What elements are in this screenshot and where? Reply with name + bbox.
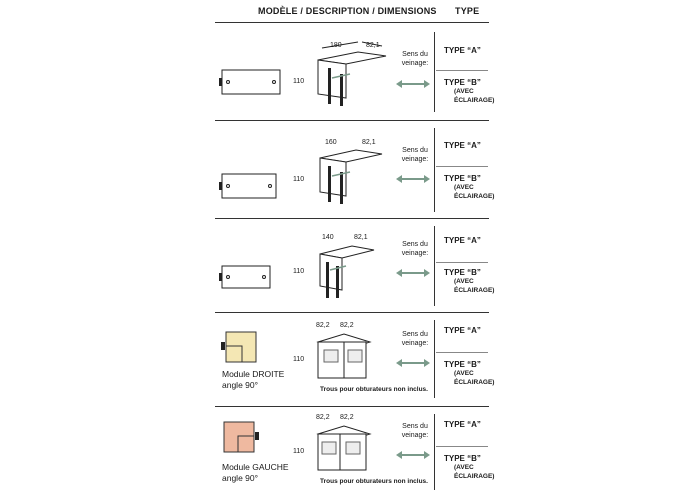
depth-dimension: 82,2 [340, 414, 354, 421]
width-dimension: 140 [322, 234, 334, 241]
row-divider [215, 218, 489, 219]
grain-arrow-icon [396, 450, 430, 460]
type-separator [436, 446, 488, 447]
type-a-label: TYPE “A” [444, 420, 481, 429]
type-column-divider [434, 128, 435, 212]
note-text: Trous pour obturateurs non inclus. [320, 386, 428, 393]
column-header-model: MODÈLE / DESCRIPTION / DIMENSIONS [258, 6, 437, 16]
grain-arrow-icon [396, 79, 430, 89]
type-a-label: TYPE “A” [444, 236, 481, 245]
depth-dimension: 82,2 [340, 322, 354, 329]
grain-direction-label: Sens du veinage: [401, 147, 429, 163]
height-dimension: 110 [293, 78, 305, 85]
column-header-type: TYPE [455, 6, 480, 16]
module-gauche-icon [220, 420, 264, 456]
module-droite-icon [220, 330, 264, 366]
height-dimension: 110 [293, 176, 305, 183]
grain-direction-label: Sens du veinage: [401, 51, 429, 67]
depth-dimension: 82,1 [362, 139, 376, 146]
width-dimension: 160 [325, 139, 337, 146]
row-divider [215, 312, 489, 313]
desk-3d-drawing [312, 236, 378, 302]
height-dimension: 110 [293, 356, 305, 363]
top-view-drawing [220, 172, 284, 204]
top-view-drawing [220, 68, 284, 100]
desk-3d-drawing [312, 140, 384, 206]
type-column-divider [434, 32, 435, 112]
type-column-divider [434, 414, 435, 490]
grain-arrow-icon [396, 174, 430, 184]
type-b-label: TYPE “B” (AVEC ÉCLAIRAGE) [444, 78, 495, 104]
width-dimension: 82,2 [316, 322, 330, 329]
type-separator [436, 70, 488, 71]
width-dimension: 82,2 [316, 414, 330, 421]
type-b-label: TYPE “B” (AVEC ÉCLAIRAGE) [444, 174, 495, 200]
grain-direction-label: Sens du veinage: [401, 331, 429, 347]
row-divider [215, 406, 489, 407]
type-a-label: TYPE “A” [444, 46, 481, 55]
row-divider [215, 120, 489, 121]
type-b-label: TYPE “B” (AVEC ÉCLAIRAGE) [444, 268, 495, 294]
height-dimension: 110 [293, 268, 305, 275]
depth-dimension: 82,1 [366, 42, 380, 49]
type-column-divider [434, 226, 435, 306]
corner-module-drawing [314, 422, 374, 478]
type-a-label: TYPE “A” [444, 141, 481, 150]
height-dimension: 110 [293, 448, 305, 455]
module-label: Module GAUCHE angle 90° [222, 462, 289, 483]
type-b-label: TYPE “B” (AVEC ÉCLAIRAGE) [444, 454, 495, 480]
grain-direction-label: Sens du veinage: [401, 241, 429, 257]
type-column-divider [434, 320, 435, 398]
row-divider [215, 22, 489, 23]
width-dimension: 180 [330, 42, 342, 49]
module-label: Module DROITE angle 90° [222, 369, 285, 390]
type-separator [436, 262, 488, 263]
depth-dimension: 82,1 [354, 234, 368, 241]
grain-direction-label: Sens du veinage: [401, 423, 429, 439]
type-separator [436, 166, 488, 167]
type-b-label: TYPE “B” (AVEC ÉCLAIRAGE) [444, 360, 495, 386]
type-separator [436, 352, 488, 353]
type-a-label: TYPE “A” [444, 326, 481, 335]
grain-arrow-icon [396, 268, 430, 278]
desk-3d-drawing [310, 42, 388, 108]
note-text: Trous pour obturateurs non inclus. [320, 478, 428, 485]
corner-module-drawing [314, 330, 374, 386]
top-view-drawing [220, 264, 280, 296]
grain-arrow-icon [396, 358, 430, 368]
